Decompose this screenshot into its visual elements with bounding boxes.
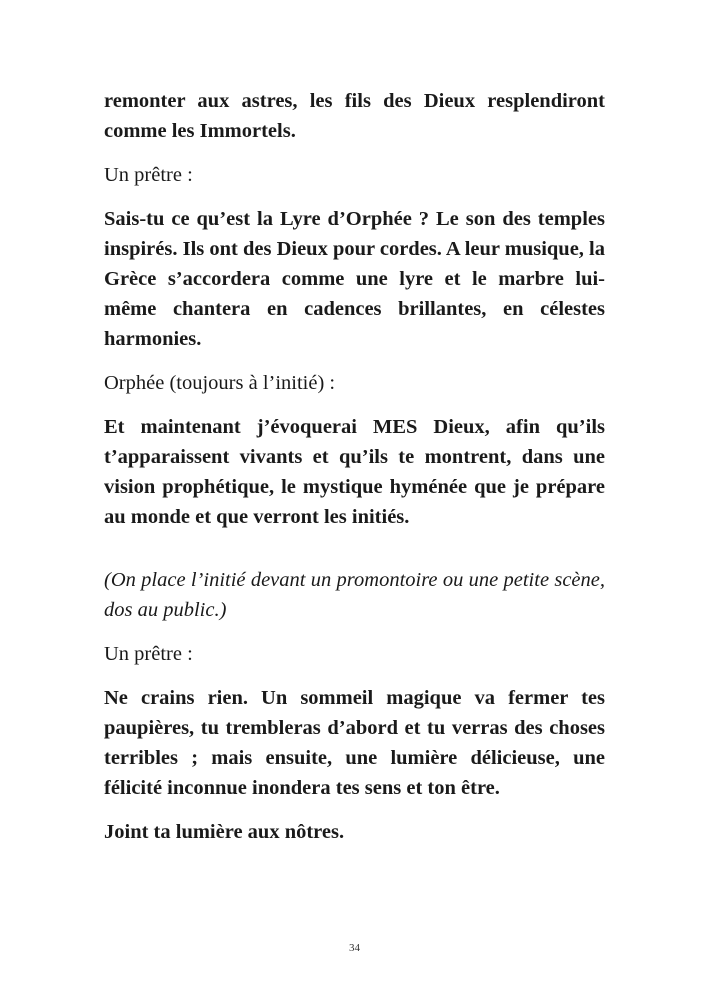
stage-direction: (On place l’initié devant un promontoire ou une petite scène, dos au public.) [104,569,605,621]
paragraph-lyre: Sais-tu ce qu’est la Lyre d’Orphée ? Le son des temples inspirés. Ils ont des Dieux pour cordes. A leur musique, la Grèce s’accordera comme une lyre et le marbre lui-même chantera en cadences brillantes, en célestes harmonies. [104,208,605,350]
speaker-pretre-1: Un prêtre : [104,164,193,186]
paragraph-lumiere: Joint ta lumière aux nôtres. [104,821,345,843]
speaker-orphee: Orphée (toujours à l’initié) : [104,372,336,394]
paragraph-astres: remonter aux astres, les fils des Dieux resplendiront comme les Immortels. [104,90,605,142]
page-body [104,86,605,847]
paragraph-dieux: Et maintenant j’évoquerai MES Dieux, afin qu’ils t’apparaissent vivants et qu’ils te montrent, dans une vision prophétique, le mystique hyménée que je prépare au monde et que verront les initiés. [104,416,605,528]
page-number: 34 [349,942,360,954]
paragraph-sommeil: Ne crains rien. Un sommeil magique va fermer tes paupières, tu trembleras d’abord et tu verras des choses terribles ; mais ensuite, une lumière délicieuse, une félicité inconnue inondera tes sens et ton être. [104,687,605,799]
speaker-pretre-2: Un prêtre : [104,643,193,665]
